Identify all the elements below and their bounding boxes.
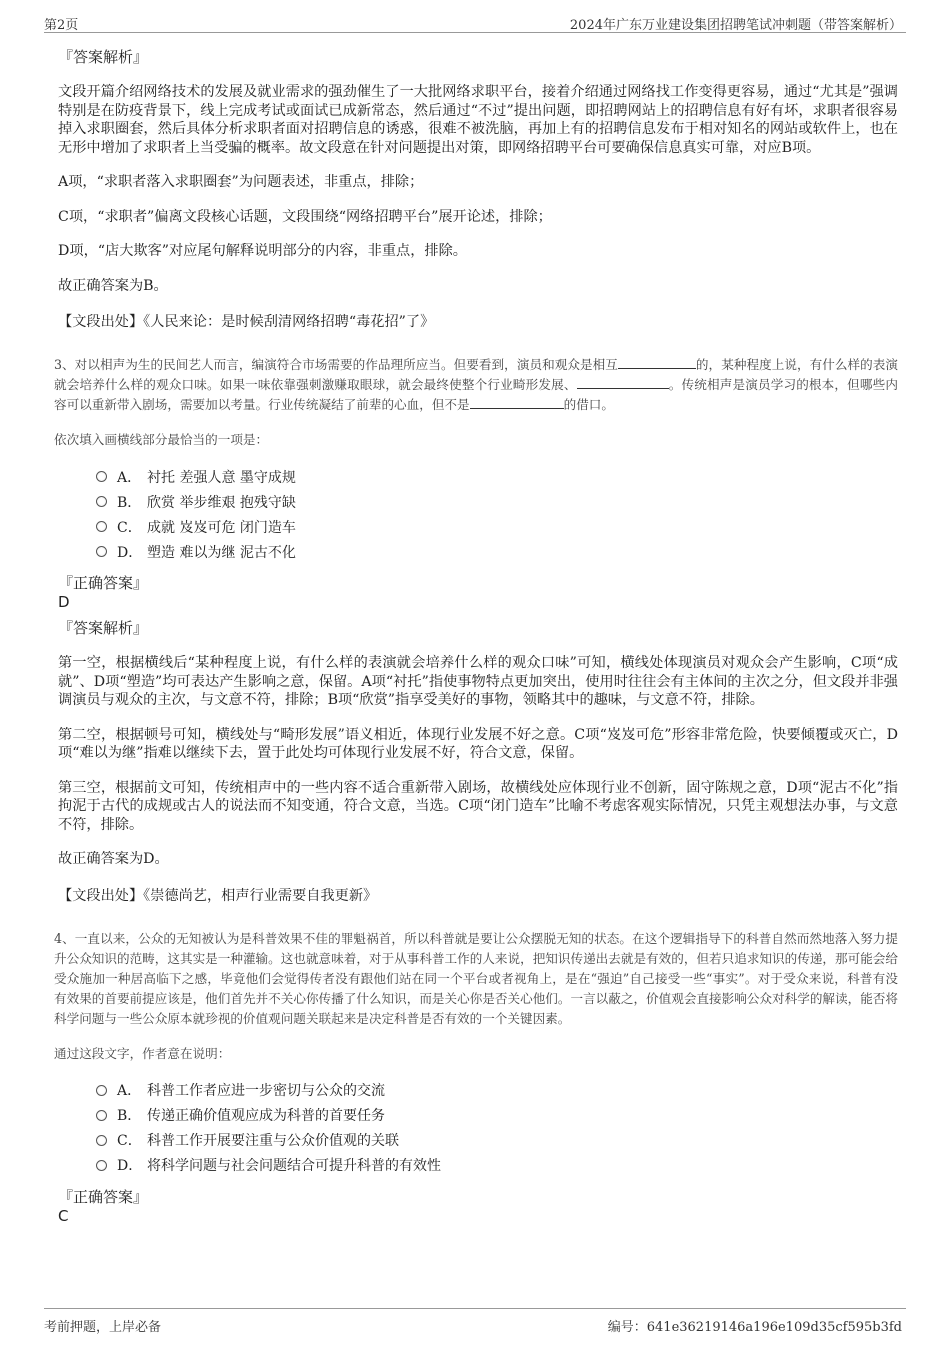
q3-options (96, 464, 898, 564)
q4-option-c[interactable]: C． 科普工作开展要注重与公众价值观的关联 (96, 1128, 898, 1153)
q3-stem (54, 355, 898, 415)
q2-analysis-label: 『答案解析』 (58, 48, 149, 66)
page-number: 第2页 (44, 18, 79, 33)
q3-option-a[interactable]: A． 衬托 差强人意 墨守成规 (96, 464, 898, 489)
q2-analysis-para-4: D项，“店大欺客”对应尾句解释说明部分的内容，非重点，排除。 (58, 243, 467, 259)
q2-analysis-para-5: 故正确答案为B。 (58, 277, 168, 294)
q3-option-c[interactable]: C． 成就 岌岌可危 闭门造车 (96, 514, 898, 539)
q3-blank-2 (577, 376, 669, 389)
page-footer (44, 1308, 906, 1333)
q4-stem: 4、一直以来，公众的无知被认为是科普效果不佳的罪魁祸首，所以科普就是要让公众摆脱无知的状态。在这个逻辑指导下的科普自然而然地落入努力提升公众知识的范畴，这其实是一种灌输。这也就意味着，对于从事科普工作的人来说，把知识传递出去就是有效的，但若只追求知识的传递，那可能会给受众施加一种居高临下之感，毕竟他们会觉得传者没有跟他们站在同一个平台或者视角上，是在“强迫”自己接受一些“事实”。对于受众来说，科普有没有效果的首要前提应该是，他们首先并不关心你传播了什么知识，而是关心你是否关心他们。一言以蔽之，价值观会直接影响公众对科学的解读，能否将科学问题与一些公众原本就珍视的价值观问题关联起来是决定科普是否有效的一个关键因素。 (54, 930, 898, 1026)
q3-text-3: 。传统相声是演员学习的根本，但哪些内容可以重新带入剧场，需要加以考量。行业传统凝结了前辈的心血，但不是 (54, 377, 899, 412)
q3-blank-1 (618, 356, 696, 369)
q3-text-2: 的，某种程度上说，有什么样的表演就会培养什么样的观众口味。如果一味依靠强刺激赚取眼球，就会最终使整个行业畸形发展、 (54, 357, 899, 392)
q3-source: 【文段出处】《崇德尚艺，相声行业需要自我更新》 (58, 887, 378, 904)
q3-analysis-label: 『答案解析』 (58, 619, 149, 637)
q4-option-d[interactable]: D． 将科学问题与社会问题结合可提升科普的有效性 (96, 1153, 898, 1178)
q2-analysis-para-1: 文段开篇介绍网络技术的发展及就业需求的强劲催生了一大批网络求职平台，接着介绍通过网络找工作变得更容易，通过“尤其是”强调特别是在防疫背景下，线上完成考试或面试已成新常态，然后通过“不过”提出问题，即招聘网站上的招聘信息有好有坏，求职者很容易掉入求职圈套，然后具体分析求职者面对招聘信息的诱惑，很难不被洗脑，再加上有的招聘信息发布于相对知名的网站或软件上，也在无形中增加了求职者上当受骗的概率。故文段意在针对问题提出对策，即网络招聘平台可要确保信息真实可靠，对应B项。 (58, 84, 898, 156)
q3-correct-label: 『正确答案』 (58, 574, 149, 592)
q3-prompt: 依次填入画横线部分最恰当的一项是： (54, 432, 269, 447)
q3-blank-3 (470, 396, 564, 409)
q3-text-4: 的借口。 (563, 397, 614, 412)
footer-slogan: 考前押题，上岸必备 (44, 1320, 162, 1335)
q3-correct-answer: D (58, 593, 70, 611)
radio-icon[interactable] (96, 521, 107, 532)
radio-icon[interactable] (96, 1085, 107, 1096)
q3-analysis-para-4: 故正确答案为D。 (58, 851, 169, 867)
document-id: 编号：641e36219146a196e109d35cf595b3fd (607, 1320, 902, 1335)
q4-prompt: 通过这段文字，作者意在说明： (54, 1045, 231, 1061)
q3-analysis-para-1: 第一空，根据横线后“某种程度上说，有什么样的表演就会培养什么样的观众口味”可知，横线处体现演员对观众会产生影响，C项“成就”、D项“塑造”均可表达产生影响之意，保留。A项“衬托”指使事物特点更加突出，使用时往往会有主体间的主次之分，但文段并非强调演员与观众的主次，与文意不符，排除；B项“欣赏”指享受美好的事物，领略其中的趣味，与文意不符，排除。 (58, 655, 898, 708)
q2-analysis-para-2: A项，“求职者落入求职圈套”为问题表述，非重点，排除； (58, 174, 424, 190)
radio-icon[interactable] (96, 496, 107, 507)
radio-icon[interactable] (96, 1135, 107, 1146)
page-content (54, 42, 899, 1231)
page-header (44, 12, 906, 33)
q2-analysis-para-3: C项，“求职者”偏离文段核心话题，文段围绕“网络招聘平台”展开论述，排除； (58, 208, 552, 225)
q4-option-a[interactable]: A． 科普工作者应进一步密切与公众的交流 (96, 1078, 898, 1103)
document-title: 2024年广东万业建设集团招聘笔试冲刺题（带答案解析） (569, 18, 902, 33)
radio-icon[interactable] (96, 546, 107, 557)
radio-icon[interactable] (96, 1160, 107, 1171)
q3-option-b[interactable]: B． 欣赏 举步维艰 抱残守缺 (96, 489, 898, 514)
q4-option-b[interactable]: B． 传递正确价值观应成为科普的首要任务 (96, 1103, 898, 1128)
q2-source: 【文段出处】《人民来论：是时候刮清网络招聘“毒花招”了》 (58, 314, 435, 330)
q3-analysis-para-3: 第三空，根据前文可知，传统相声中的一些内容不适合重新带入剧场，故横线处应体现行业不创新，固守陈规之意，D项“泥古不化”指拘泥于古代的成规或古人的说法而不知变通，符合文意，当选。C项“闭门造车”比喻不考虑客观实际情况，只凭主观想法办事，与文意不符，排除。 (58, 779, 898, 833)
radio-icon[interactable] (96, 1110, 107, 1121)
q4-correct-answer: C (58, 1206, 69, 1225)
q4-correct-label: 『正确答案』 (58, 1187, 149, 1206)
q3-option-d[interactable]: D． 塑造 难以为继 泥古不化 (96, 539, 898, 564)
radio-icon[interactable] (96, 471, 107, 482)
q4-options (96, 1078, 898, 1178)
q3-analysis-para-2: 第二空，根据顿号可知，横线处与“畸形发展”语义相近，体现行业发展不好之意。C项“岌岌可危”形容非常危险，快要倾覆或灭亡，D项“难以为继”指难以继续下去，置于此处均可体现行业发展不好，符合文意，保留。 (58, 726, 898, 761)
q3-text-1: 3、对以相声为生的民间艺人而言，编演符合市场需要的作品理所应当。但要看到，演员和观众是相互 (54, 357, 618, 372)
